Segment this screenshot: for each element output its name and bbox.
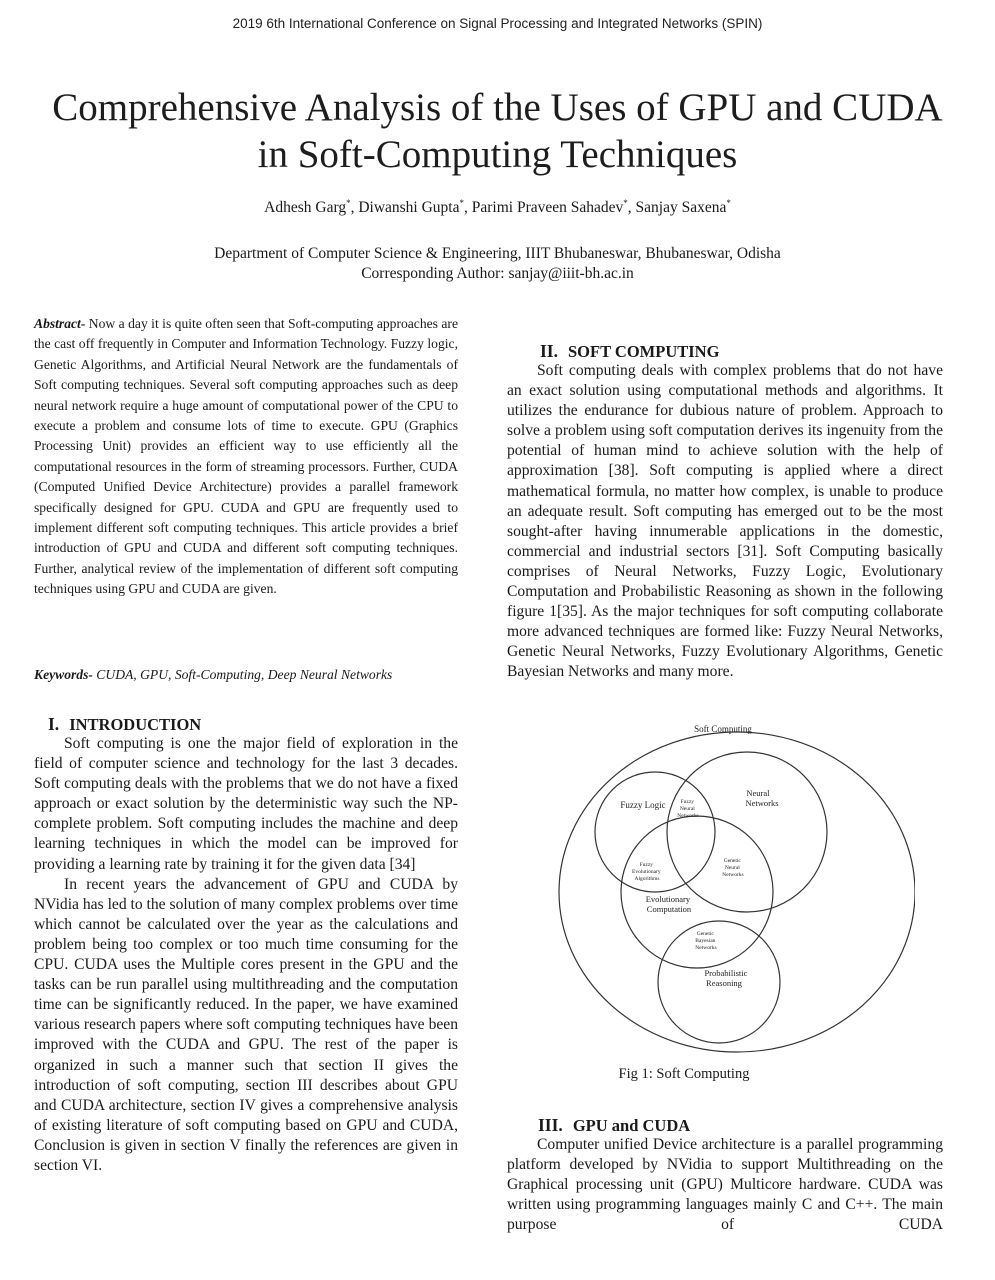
section-number: III. xyxy=(538,1115,563,1135)
soft-computing-body xyxy=(507,361,943,683)
abstract xyxy=(34,314,458,600)
soft-computing-venn-diagram xyxy=(555,720,915,1060)
affiliation: Department of Computer Science & Engineering, IIIT Bhubaneswar, Bhubaneswar, Odisha xyxy=(214,245,781,262)
section-title: INTRODUCTION xyxy=(69,715,202,734)
author-name: Adhesh Garg xyxy=(264,199,347,217)
figure-caption: Fig 1: Soft Computing xyxy=(618,1066,750,1082)
conference-header: 2019 6th International Conference on Signal Processing and Integrated Networks (SPIN) xyxy=(232,16,763,31)
author-mark: * xyxy=(459,198,464,208)
abstract-text: Now a day it is quite often seen that Soft-computing approaches are the cast off frequently in Computer and Information Technology. Fuzzy logic, Genetic Algorithms, and Artificial Neural Network are the fundamentals of Soft computing techniques. Several soft computing approaches such as deep neural network require a huge amount of computational power of the CPU to execute a problem and consume lots of time to execute. GPU (Graphics Processing Unit) provides an efficient way to use efficiently all the computational resources in the form of streaming processors. Further, CUDA (Computed Unified Device Architecture) provides a parallel framework specifically designed for GPU. CUDA and GPU are frequently used to implement different soft computing techniques. This article provides a brief introduction of GPU and CUDA and different soft computing techniques. Further, analytical review of the implementation of different soft computing techniques using GPU and CUDA are given. xyxy=(34,316,458,597)
section-title: SOFT COMPUTING xyxy=(568,342,720,361)
paper-title: Comprehensive Analysis of the Uses of GPU and CUDA in Soft-Computing Techniques xyxy=(52,86,943,176)
section-heading-introduction xyxy=(48,714,201,735)
author-name: Diwanshi Gupta xyxy=(358,199,460,217)
section-title: GPU and CUDA xyxy=(572,1116,691,1135)
author-list: Adhesh Garg*, Diwanshi Gupta*, Parimi Praveen Sahadev*, Sanjay Saxena* xyxy=(264,198,731,217)
label-genetic-bayesian-networks: Genetic Bayesian Networks xyxy=(695,931,717,951)
abstract-label: Abstract- xyxy=(34,316,86,331)
paragraph: Computer unified Device architecture is a parallel programming platform developed by NVidia to support Multithreading on the Graphical processing unit (GPU) Multicore hardware. CUDA was written using programming languages mainly C and C++. The main purpose of CUDA xyxy=(507,1136,943,1234)
paragraph: Soft computing deals with complex problems that do not have an exact solution using computational methods and algorithms. It utilizes the endurance for dubious nature of problem. Approach to solve a problem using soft computation derives its ingenuity from the potential of human mind to achieve solution with the help of approximation [38]. Soft computing is applied where a direct mathematical formula, no matter how complex, is unable to produce an adequate result. Soft computing has emerged out to be the most sought-after having innumerable applications in the domestic, commercial and industrial sectors [31]. Soft Computing basically comprises of Neural Networks, Fuzzy Logic, Evolutionary Computation and Probabilistic Reasoning as shown in the following figure 1[35]. As the major techniques for soft computing collaborate more advanced techniques are formed like: Fuzzy Neural Networks, Genetic Neural Networks, Fuzzy Evolutionary Algorithms, Genetic Bayesian Networks and many more. xyxy=(507,362,943,681)
keywords xyxy=(34,665,458,685)
label-fuzzy-logic: Fuzzy Logic xyxy=(620,800,666,810)
introduction-body xyxy=(34,734,458,1176)
author-name: Sanjay Saxena xyxy=(635,199,727,217)
label-genetic-neural-networks: Genetic Neural Networks xyxy=(722,858,744,878)
label-fuzzy-neural-networks: Fuzzy Neural Networks xyxy=(677,799,699,819)
corresponding-author: Corresponding Author: sanjay@iiit-bh.ac.in xyxy=(361,265,634,282)
soft-computing-outer-circle xyxy=(559,732,915,1052)
paragraph: In recent years the advancement of GPU and CUDA by NVidia has led to the solution of many complex problems over time which cannot be calculated over the year as the calculations and problem being too complex or too much time consuming for the CPU. CUDA uses the Multiple cores present in the GPU and the tasks can be run parallel using multithreading and the computation time can be significantly reduced. In the paper, we have examined various research papers where soft computing techniques have been improved with the CUDA and GPU. The rest of the paper is organized in such a manner such that section II gives the introduction of soft computing, section III describes about GPU and CUDA architecture, section IV gives a comprehensive analysis of existing literature of soft computing based on GPU and CUDA, Conclusion is given in section V finally the references are given in section VI. xyxy=(34,875,458,1174)
neural-networks-circle xyxy=(667,752,827,912)
label-neural-networks: Neural Networks xyxy=(745,788,779,808)
author-name: Parimi Praveen Sahadev xyxy=(471,199,624,217)
label-soft-computing: Soft Computing xyxy=(694,724,752,734)
section-heading-soft-computing xyxy=(540,341,719,362)
keywords-text: CUDA, GPU, Soft-Computing, Deep Neural Networks xyxy=(92,667,393,682)
section-heading-gpu-cuda xyxy=(538,1115,690,1136)
author-mark: * xyxy=(623,198,628,208)
gpu-cuda-body xyxy=(507,1135,943,1235)
affiliation-block xyxy=(0,244,995,284)
section-number: II. xyxy=(540,341,558,361)
section-number: I. xyxy=(48,714,60,734)
author-mark: * xyxy=(346,198,351,208)
keywords-label: Keywords- xyxy=(34,667,93,682)
paragraph: Soft computing is one the major field of exploration in the field of computer science and technology for the last 3 decades. Soft computing deals with the problems that we do not have a fixed approach or exact solution by the deterministic way such the NP-complete problem. Soft computing includes the machine and deep learning techniques in which the model can be improved for providing a learning rate by training it for the given data [34] xyxy=(34,735,458,873)
label-probabilistic-reasoning: Probabilistic Reasoning xyxy=(704,968,748,988)
label-fuzzy-evolutionary-algorithms: Fuzzy Evolutionary Algorithms xyxy=(631,862,661,882)
author-mark: * xyxy=(726,198,731,208)
label-evolutionary-computation: Evolutionary Computation xyxy=(645,894,692,914)
